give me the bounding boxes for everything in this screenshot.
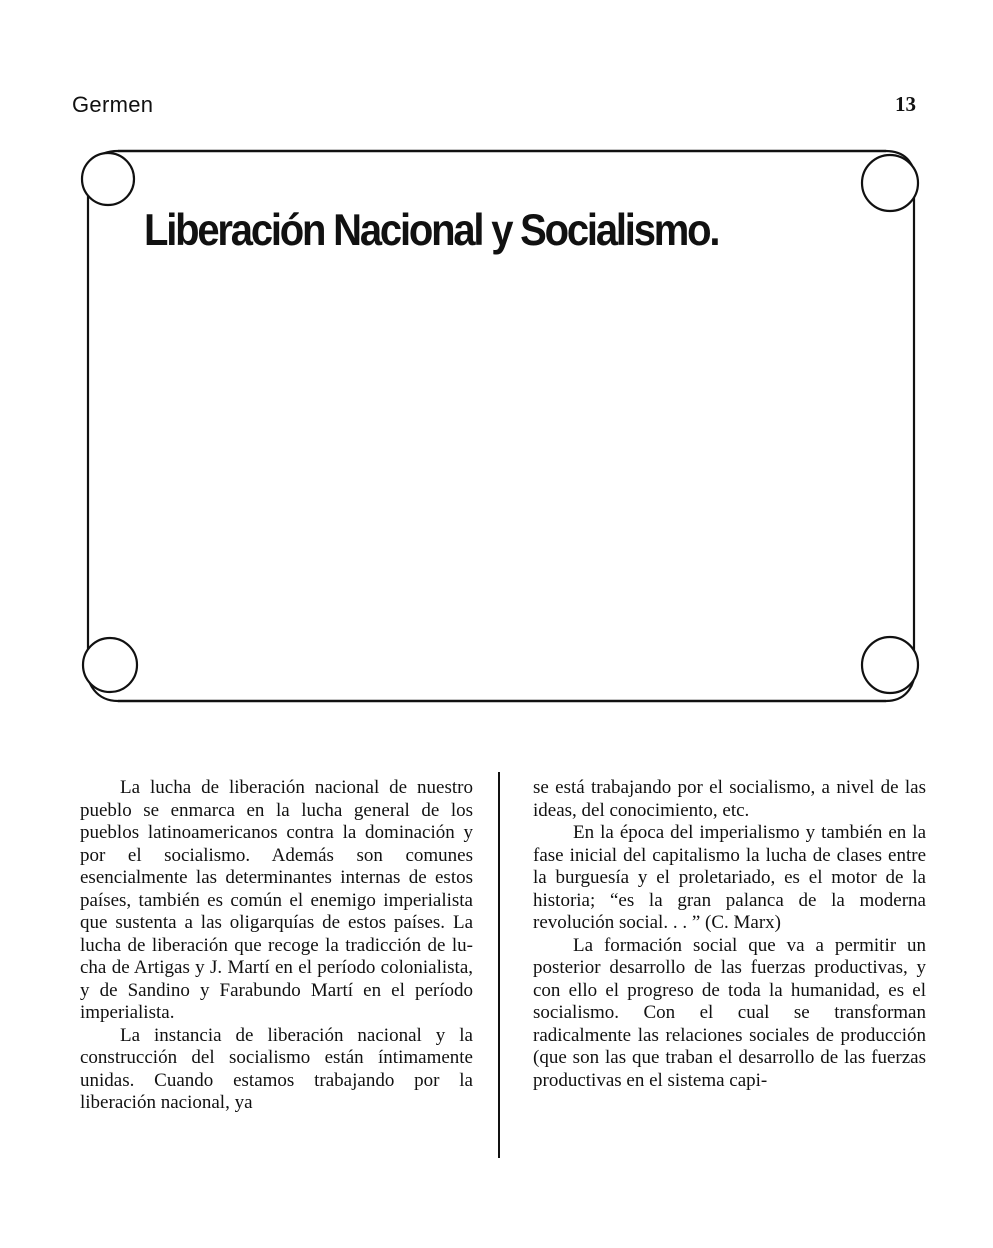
paragraph: se está trabajando por el socialismo, a nivel de las ideas, del conocimiento, etc. — [533, 777, 926, 821]
paragraph: La instancia de liberación nacional y la construcción del socialismo están íntimamente unidas. Cuando estamos trabajando por la liberación nacional, ya — [80, 1024, 473, 1113]
corner-circle — [82, 153, 134, 205]
paragraph: La formación social que va a permitir un posterior desarrollo de las fuerzas productivas, y con ello el progreso de toda la humanidad, es el socialismo. Con el cual se transforman radicalmente las relaciones sociales de producción (que son las que traban el desarrollo de las fuerzas productivas en el sistema capi- — [533, 934, 926, 1091]
page-number: 13 — [895, 92, 916, 116]
paragraph: La lucha de liberación nacional de nuestro pueblo se enmarca en la lucha general de los pueblos latinoamericanos contra la dominación y por el socialismo. Además son comunes esencialmente las determinantes internas de estos países, también es común el enemigo imperialista que sustenta a las oligarquías de estos países. La lucha de liberación que recoge la tradicción de lucha de Artigas y J. Martí en el período colonialista, y de Sandino y Farabundo Martí en el período imperialista. — [80, 777, 473, 1023]
corner-circle — [862, 637, 918, 693]
corner-circle — [862, 155, 918, 211]
paragraph: En la época del imperialismo y también en la fase inicial del capitalismo la lucha de clases entre la burguesía y el proletariado, es el motor de la historia; “es la gran palanca de la moderna revolución social. . . ” (C. Marx) — [533, 822, 926, 933]
article-title: Liberación Nacional y Socialismo. — [144, 205, 719, 256]
corner-circle — [83, 638, 137, 692]
left-column — [80, 777, 473, 1115]
column-divider — [498, 772, 500, 1158]
running-head: Germen — [72, 92, 154, 117]
right-column — [533, 777, 926, 1092]
